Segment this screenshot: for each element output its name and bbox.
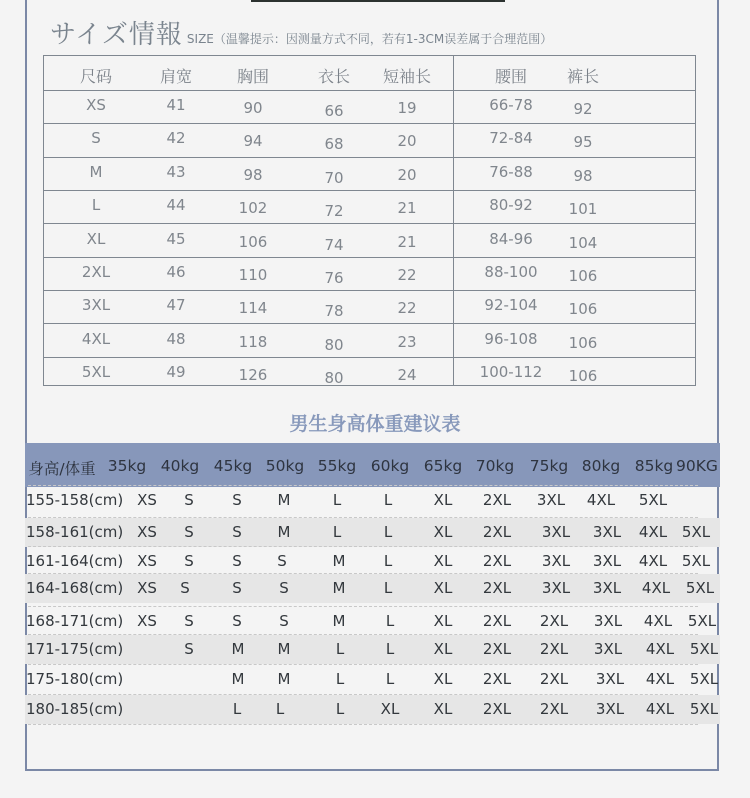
size-table-cell: 22 bbox=[397, 266, 417, 284]
weight-column-header: 45kg bbox=[213, 457, 253, 475]
recommended-size-cell: 2XL bbox=[482, 612, 512, 630]
row-dashed-divider bbox=[28, 546, 698, 547]
recommended-size-cell: XS bbox=[137, 523, 157, 541]
table-row-divider bbox=[44, 257, 695, 258]
size-table bbox=[43, 55, 696, 386]
recommended-size-cell: XL bbox=[433, 491, 453, 509]
recommended-size-cell: L bbox=[383, 579, 393, 597]
size-note: SIZE（温馨提示：因测量方式不同，若有1-3CM误差属于合理范围） bbox=[186, 32, 553, 46]
size-table-cell: 2XL bbox=[81, 263, 111, 281]
recommended-size-cell: XL bbox=[433, 579, 453, 597]
recommended-size-cell: 5XL bbox=[681, 552, 711, 570]
size-table-header: 肩宽 bbox=[159, 67, 193, 86]
size-table-cell: 19 bbox=[397, 99, 417, 117]
table-row-divider bbox=[44, 90, 695, 91]
size-table-cell: 76-88 bbox=[489, 162, 533, 181]
size-table-cell: 21 bbox=[397, 232, 417, 251]
size-table-cell: 46 bbox=[166, 263, 186, 281]
recommended-size-cell: 4XL bbox=[645, 640, 675, 658]
recommended-size-cell: XL bbox=[433, 612, 453, 630]
recommend-table-row bbox=[25, 486, 720, 515]
size-table-cell: 90 bbox=[243, 99, 263, 117]
recommended-size-cell: M bbox=[277, 670, 291, 688]
recommended-size-cell: 2XL bbox=[482, 579, 512, 597]
size-table-cell: S bbox=[91, 129, 101, 148]
recommended-size-cell: 4XL bbox=[643, 612, 673, 630]
row-dashed-divider bbox=[28, 485, 698, 486]
size-table-cell: 66 bbox=[324, 102, 344, 120]
recommended-size-cell: L bbox=[335, 700, 345, 718]
recommended-size-cell: 5XL bbox=[689, 700, 719, 718]
recommended-size-cell: XS bbox=[137, 552, 157, 570]
recommended-size-cell: 2XL bbox=[482, 700, 512, 718]
recommended-size-cell: 5XL bbox=[681, 523, 711, 541]
weight-column-header: 65kg bbox=[423, 457, 463, 475]
recommended-size-cell: S bbox=[232, 612, 242, 630]
recommended-size-cell: S bbox=[180, 579, 190, 597]
recommended-size-cell: L bbox=[385, 612, 395, 630]
recommended-size-cell: 3XL bbox=[593, 640, 623, 658]
size-table-cell: 43 bbox=[166, 162, 186, 181]
recommended-size-cell: S bbox=[232, 552, 242, 570]
table-row-divider bbox=[44, 157, 695, 158]
size-table-cell: 24 bbox=[397, 366, 417, 385]
size-table-cell: 106 bbox=[568, 267, 598, 285]
height-range-cell: 158-161(cm) bbox=[26, 523, 124, 541]
recommended-size-cell: 4XL bbox=[638, 552, 668, 570]
recommended-size-cell: 3XL bbox=[541, 579, 571, 597]
size-table-cell: 78 bbox=[324, 302, 344, 321]
recommended-size-cell: L bbox=[332, 491, 342, 509]
size-table-cell: M bbox=[89, 162, 103, 181]
recommended-size-cell: XL bbox=[433, 700, 453, 718]
recommended-size-cell: XL bbox=[433, 552, 453, 570]
size-table-cell: 94 bbox=[243, 132, 263, 151]
recommend-title: 男生身高体重建议表 bbox=[289, 413, 461, 435]
height-range-cell: 155-158(cm) bbox=[26, 491, 124, 509]
recommended-size-cell: 4XL bbox=[638, 523, 668, 541]
recommended-size-cell: M bbox=[332, 612, 346, 630]
size-table-cell: 126 bbox=[238, 366, 268, 385]
size-table-cell: 44 bbox=[166, 196, 186, 215]
size-table-cell: 47 bbox=[166, 296, 186, 315]
size-table-header: 短袖长 bbox=[382, 67, 432, 86]
recommended-size-cell: M bbox=[231, 670, 245, 688]
recommended-size-cell: XL bbox=[433, 670, 453, 688]
size-table-cell: 76 bbox=[324, 269, 344, 287]
size-table-cell: 106 bbox=[568, 300, 598, 319]
recommended-size-cell: XL bbox=[433, 640, 453, 658]
recommended-size-cell: M bbox=[332, 552, 346, 570]
recommended-size-cell: 5XL bbox=[685, 579, 715, 597]
recommended-size-cell: L bbox=[383, 552, 393, 570]
size-table-cell: 23 bbox=[397, 332, 417, 351]
size-table-cell: 100-112 bbox=[479, 363, 543, 382]
size-table-cell: 21 bbox=[397, 199, 417, 218]
recommended-size-cell: L bbox=[232, 700, 242, 718]
weight-column-header: 35kg bbox=[107, 457, 147, 475]
size-table-cell: 84-96 bbox=[489, 229, 533, 248]
size-table-cell: 72-84 bbox=[489, 129, 533, 148]
height-range-cell: 164-168(cm) bbox=[26, 579, 124, 597]
recommended-size-cell: 2XL bbox=[482, 670, 512, 688]
size-table-cell: 114 bbox=[238, 299, 268, 318]
recommended-size-cell: M bbox=[277, 640, 291, 658]
recommended-size-cell: 3XL bbox=[592, 579, 622, 597]
recommended-size-cell: S bbox=[232, 579, 242, 597]
recommended-size-cell: 3XL bbox=[541, 523, 571, 541]
recommended-size-cell: L bbox=[275, 700, 285, 718]
recommended-size-cell: 2XL bbox=[482, 552, 512, 570]
recommended-size-cell: S bbox=[232, 523, 242, 541]
row-dashed-divider bbox=[28, 634, 698, 635]
size-table-cell: 80-92 bbox=[489, 196, 533, 215]
weight-column-header: 60kg bbox=[370, 457, 410, 475]
row-dashed-divider bbox=[28, 606, 698, 607]
size-table-header: 尺码 bbox=[79, 67, 113, 86]
size-table-cell: 72 bbox=[324, 202, 344, 221]
weight-column-header: 70kg bbox=[475, 457, 515, 475]
recommended-size-cell: XL bbox=[433, 523, 453, 541]
table-column-divider bbox=[453, 56, 454, 385]
recommended-size-cell: 3XL bbox=[536, 491, 566, 509]
recommended-size-cell: S bbox=[184, 552, 194, 570]
size-table-cell: L bbox=[91, 196, 101, 215]
height-range-cell: 175-180(cm) bbox=[26, 670, 124, 688]
recommended-size-cell: M bbox=[277, 491, 291, 509]
title-text: サイズ情報 bbox=[50, 20, 183, 50]
size-table-cell: 95 bbox=[573, 133, 593, 152]
size-table-cell: 104 bbox=[568, 233, 598, 252]
height-weight-label: 身高/体重 bbox=[28, 460, 96, 478]
recommended-size-cell: 3XL bbox=[592, 523, 622, 541]
weight-column-header: 85kg bbox=[634, 457, 674, 475]
size-table-cell: 106 bbox=[568, 367, 598, 386]
recommended-size-cell: 3XL bbox=[592, 552, 622, 570]
recommended-size-cell: 3XL bbox=[595, 700, 625, 718]
recommended-size-cell: L bbox=[383, 523, 393, 541]
recommended-size-cell: 5XL bbox=[689, 640, 719, 658]
row-dashed-divider bbox=[28, 573, 698, 574]
size-table-cell: XL bbox=[86, 229, 106, 248]
size-table-cell: 74 bbox=[324, 235, 344, 254]
recommended-size-cell: XL bbox=[380, 700, 400, 718]
recommended-size-cell: 5XL bbox=[687, 612, 717, 630]
row-dashed-divider bbox=[28, 724, 698, 725]
recommended-size-cell: S bbox=[184, 640, 194, 658]
size-table-cell: XS bbox=[86, 96, 106, 114]
recommended-size-cell: L bbox=[335, 640, 345, 658]
recommended-size-cell: 5XL bbox=[689, 670, 719, 688]
weight-column-header: 80kg bbox=[581, 457, 621, 475]
size-table-cell: 110 bbox=[238, 266, 268, 284]
recommended-size-cell: L bbox=[332, 523, 342, 541]
recommended-size-cell: S bbox=[279, 579, 289, 597]
weight-column-header: 90KG bbox=[676, 457, 718, 475]
recommended-size-cell: 2XL bbox=[539, 640, 569, 658]
size-table-cell: 48 bbox=[166, 329, 186, 348]
recommended-size-cell: 2XL bbox=[482, 523, 512, 541]
weight-column-header: 55kg bbox=[317, 457, 357, 475]
size-table-cell: 88-100 bbox=[484, 263, 538, 281]
size-table-cell: 49 bbox=[166, 363, 186, 382]
recommended-size-cell: M bbox=[277, 523, 291, 541]
weight-column-header: 40kg bbox=[160, 457, 200, 475]
recommended-size-cell: L bbox=[335, 670, 345, 688]
size-table-cell: 101 bbox=[568, 200, 598, 219]
height-range-cell: 161-164(cm) bbox=[26, 552, 124, 570]
recommended-size-cell: 2XL bbox=[482, 640, 512, 658]
size-table-cell: 98 bbox=[243, 165, 263, 184]
recommended-size-cell: XS bbox=[137, 579, 157, 597]
size-table-cell: 92-104 bbox=[484, 296, 538, 315]
table-row-divider bbox=[44, 290, 695, 291]
recommended-size-cell: L bbox=[385, 670, 395, 688]
size-table-cell: 3XL bbox=[81, 296, 111, 315]
size-table-cell: 68 bbox=[324, 135, 344, 154]
recommended-size-cell: 3XL bbox=[593, 612, 623, 630]
recommended-size-cell: S bbox=[184, 523, 194, 541]
size-table-header: 衣长 bbox=[317, 67, 351, 86]
recommended-size-cell: 2XL bbox=[539, 670, 569, 688]
size-table-cell: 66-78 bbox=[489, 96, 533, 114]
recommended-size-cell: L bbox=[383, 491, 393, 509]
size-table-cell: 92 bbox=[573, 100, 593, 118]
weight-header-row bbox=[25, 443, 720, 487]
size-table-cell: 70 bbox=[324, 168, 344, 187]
recommended-size-cell: S bbox=[279, 612, 289, 630]
recommended-size-cell: 2XL bbox=[539, 700, 569, 718]
size-table-cell: 106 bbox=[238, 232, 268, 251]
size-table-header: 裤长 bbox=[566, 67, 600, 86]
size-table-cell: 20 bbox=[397, 165, 417, 184]
row-dashed-divider bbox=[28, 517, 698, 518]
table-row-divider bbox=[44, 323, 695, 324]
height-range-cell: 168-171(cm) bbox=[26, 612, 124, 630]
table-row-divider bbox=[44, 190, 695, 191]
weight-column-header: 50kg bbox=[265, 457, 305, 475]
recommended-size-cell: L bbox=[385, 640, 395, 658]
weight-column-header: 75kg bbox=[529, 457, 569, 475]
recommended-size-cell: M bbox=[231, 640, 245, 658]
size-table-cell: 5XL bbox=[81, 363, 111, 382]
recommended-size-cell: XS bbox=[137, 491, 157, 509]
row-dashed-divider bbox=[28, 694, 698, 695]
size-table-cell: 106 bbox=[568, 333, 598, 352]
size-table-cell: 41 bbox=[166, 96, 186, 114]
size-table-cell: 118 bbox=[238, 332, 268, 351]
recommended-size-cell: 4XL bbox=[641, 579, 671, 597]
size-table-cell: 20 bbox=[397, 132, 417, 151]
table-row-divider bbox=[44, 357, 695, 358]
size-table-cell: 96-108 bbox=[484, 329, 538, 348]
size-table-header: 腰围 bbox=[494, 67, 528, 86]
recommended-size-cell: S bbox=[232, 491, 242, 509]
size-table-header: 胸围 bbox=[236, 67, 270, 86]
size-table-cell: 4XL bbox=[81, 329, 111, 348]
height-range-cell: 180-185(cm) bbox=[26, 700, 124, 718]
size-table-cell: 80 bbox=[324, 335, 344, 354]
recommended-size-cell: S bbox=[184, 612, 194, 630]
recommended-size-cell: S bbox=[277, 552, 287, 570]
table-row-divider bbox=[44, 123, 695, 124]
size-table-cell: 22 bbox=[397, 299, 417, 318]
height-range-cell: 171-175(cm) bbox=[26, 640, 124, 658]
size-table-cell: 42 bbox=[166, 129, 186, 148]
recommended-size-cell: M bbox=[332, 579, 346, 597]
recommended-size-cell: XS bbox=[137, 612, 157, 630]
size-table-cell: 102 bbox=[238, 199, 268, 218]
recommended-size-cell: 4XL bbox=[645, 700, 675, 718]
row-dashed-divider bbox=[28, 664, 698, 665]
recommended-size-cell: 3XL bbox=[541, 552, 571, 570]
recommended-size-cell: 4XL bbox=[586, 491, 616, 509]
size-table-cell: 45 bbox=[166, 229, 186, 248]
recommended-size-cell: 3XL bbox=[595, 670, 625, 688]
size-table-cell: 98 bbox=[573, 166, 593, 185]
table-row-divider bbox=[44, 223, 695, 224]
recommended-size-cell: 2XL bbox=[539, 612, 569, 630]
size-table-cell: 80 bbox=[324, 369, 344, 388]
recommended-size-cell: 4XL bbox=[645, 670, 675, 688]
size-info-title bbox=[50, 14, 552, 51]
recommended-size-cell: S bbox=[184, 491, 194, 509]
recommended-size-cell: 5XL bbox=[638, 491, 668, 509]
recommended-size-cell: 2XL bbox=[482, 491, 512, 509]
